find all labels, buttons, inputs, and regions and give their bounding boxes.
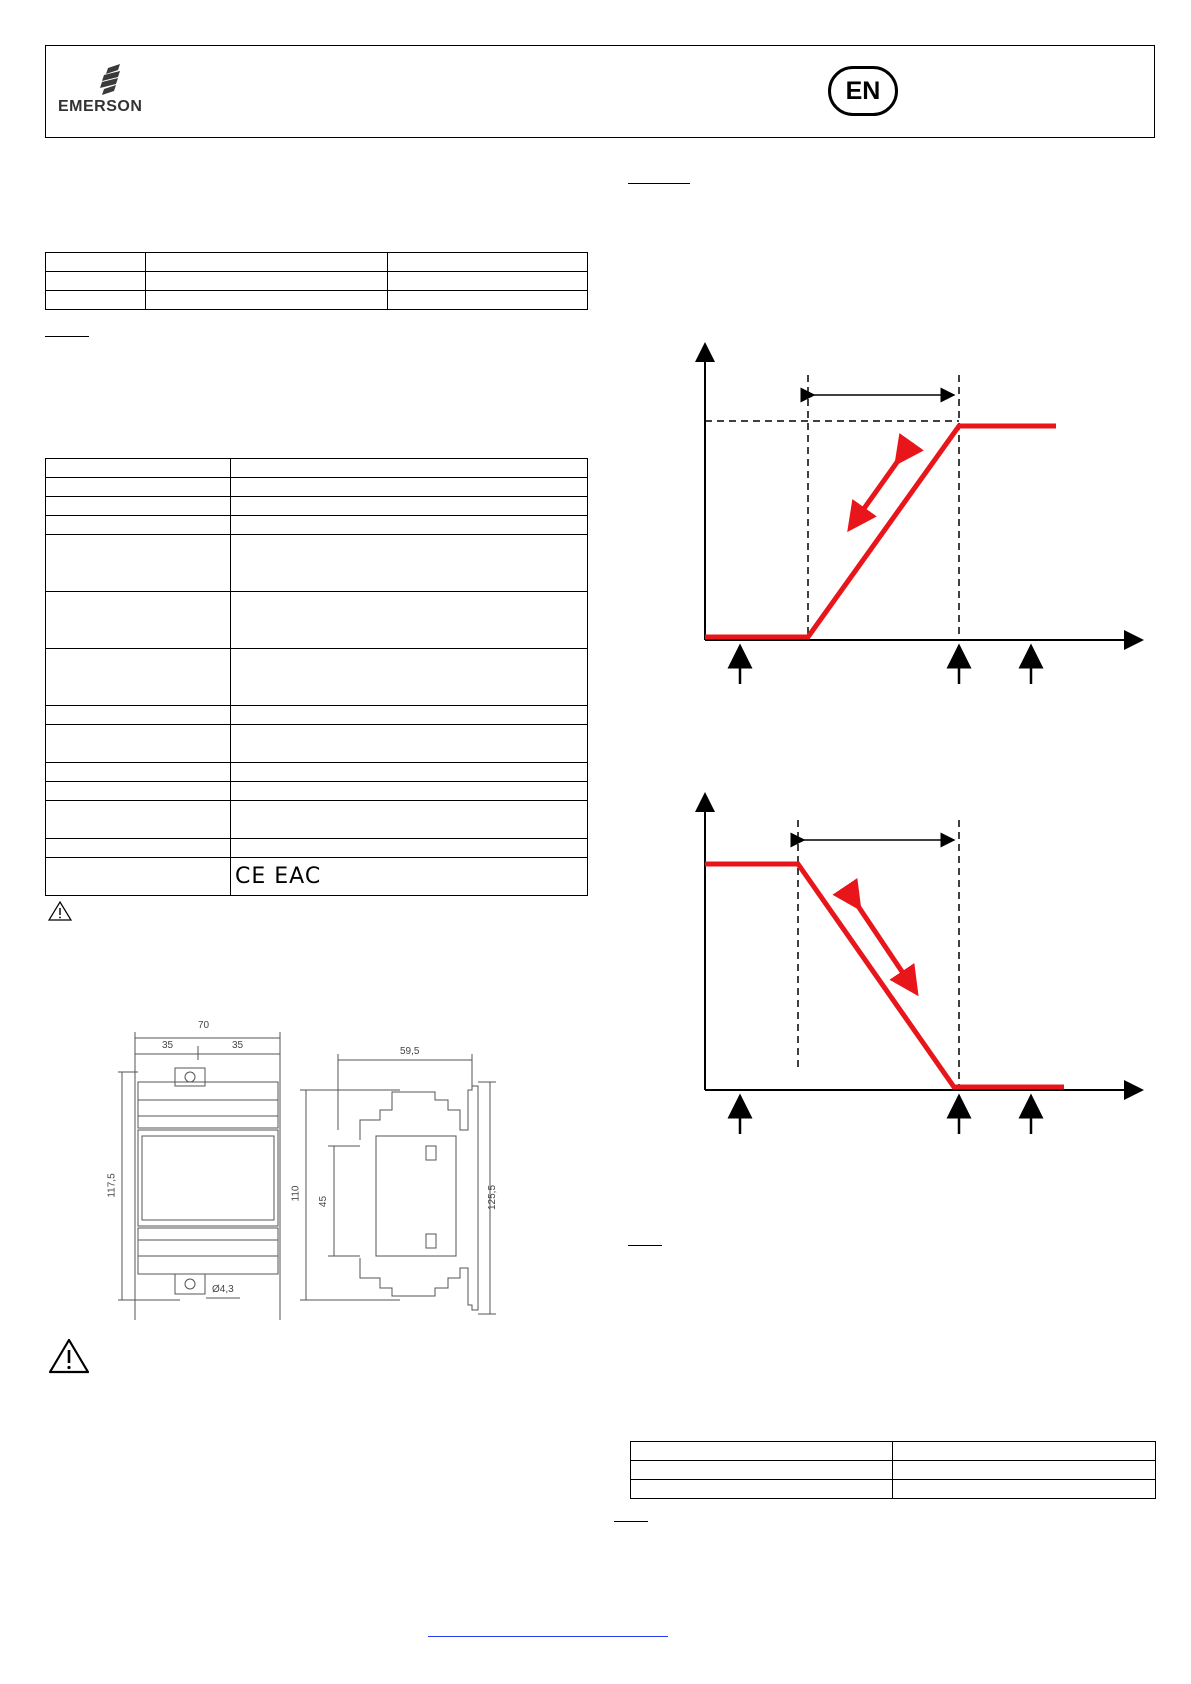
info-table-1 <box>45 252 588 310</box>
brand-name: EMERSON <box>58 98 143 115</box>
warning-icon <box>48 1338 90 1374</box>
dim-height-body: 110 <box>290 1185 302 1202</box>
dim-half-left: 35 <box>162 1040 174 1051</box>
emerson-logo <box>58 64 178 124</box>
document-header <box>45 45 1155 138</box>
section-underline <box>45 336 89 337</box>
dim-width-total: 70 <box>198 1020 210 1031</box>
section-underline <box>628 183 690 184</box>
language-badge: EN <box>828 66 898 116</box>
dim-half-right: 35 <box>232 1040 244 1051</box>
info-table-2 <box>630 1441 1156 1499</box>
dim-height: 117,5 <box>106 1173 118 1198</box>
ramp-up-diagram <box>690 340 1150 690</box>
ramp-down-diagram <box>690 790 1150 1140</box>
section-underline <box>628 1245 662 1246</box>
dim-height-total: 125,5 <box>487 1184 499 1211</box>
dim-hole: Ø4,3 <box>212 1284 234 1295</box>
technical-data-table <box>45 458 588 896</box>
web-link[interactable] <box>428 1636 668 1637</box>
dim-height-rail: 45 <box>318 1195 330 1208</box>
certification-marks: CE EAC <box>235 864 322 889</box>
dimension-drawings <box>106 1020 530 1330</box>
section-underline <box>614 1521 648 1522</box>
warning-icon <box>47 900 73 922</box>
dim-depth: 59,5 <box>400 1046 420 1057</box>
